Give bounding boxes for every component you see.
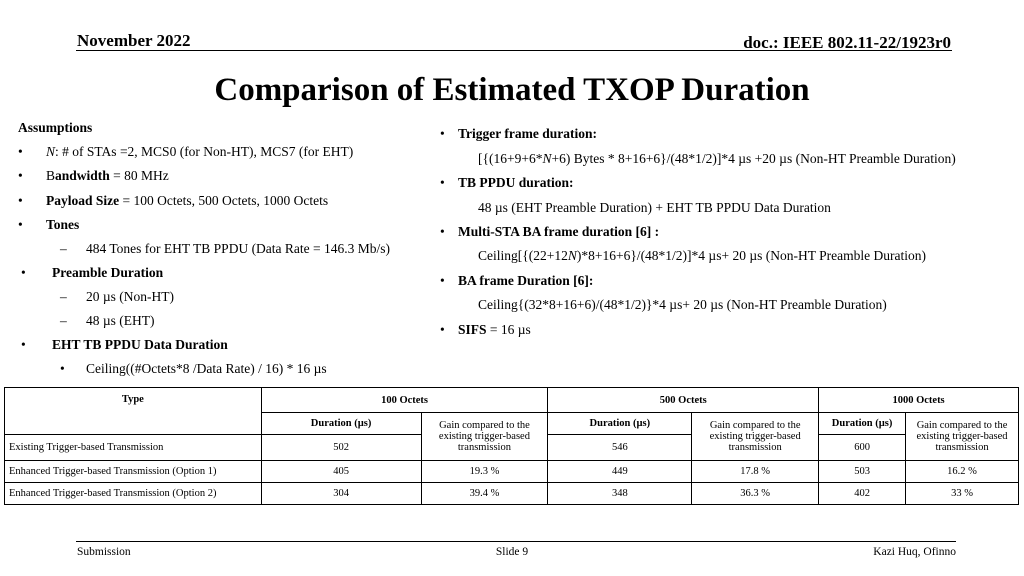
gain-cell: 36.3 % xyxy=(692,483,819,505)
tb-ppdu-formula: 48 µs (EHT Preamble Duration) + EHT TB PPDU Data Duration xyxy=(478,200,831,215)
slide-title: Comparison of Estimated TXOP Duration xyxy=(214,72,810,108)
assumptions-heading: Assumptions xyxy=(18,120,93,135)
duration-cell: 546 xyxy=(548,435,692,461)
assumption-eht-formula: • Ceiling((#Octets*8 /Data Rate) / 16) * 16 µs xyxy=(60,361,327,376)
table-row xyxy=(5,483,1019,505)
table-header-row xyxy=(5,388,1019,413)
gain-cell: 16.2 % xyxy=(906,461,1019,483)
duration-cell: 402 xyxy=(819,483,906,505)
duration-cell: 502 xyxy=(261,435,421,461)
duration-cell: 405 xyxy=(261,461,421,483)
header-doc-id: doc.: IEEE 802.11-22/1923r0 xyxy=(743,33,951,52)
duration-cell: 503 xyxy=(819,461,906,483)
header-date: November 2022 xyxy=(77,31,191,50)
footer-slide-number: Slide 9 xyxy=(495,546,529,558)
bullet-icon: • xyxy=(18,144,23,159)
bullet-icon: • xyxy=(21,265,26,280)
ba-frame-formula: Ceiling{(32*8+16+6)/(48*1/2)}*4 µs+ 20 µs (Non-HT Preamble Duration) xyxy=(478,297,887,312)
assumption-tones: • Tones xyxy=(18,217,80,232)
assumption-preamble-eht: – 48 µs (EHT) xyxy=(60,313,155,328)
assumption-payload: • Payload Size = 100 Octets, 500 Octets, 1000 Octets xyxy=(18,193,329,208)
group-header-500: 500 Octets xyxy=(548,388,819,413)
gain-cell: 17.8 % xyxy=(692,461,819,483)
bullet-icon: • xyxy=(18,217,23,232)
footer-submission: Submission xyxy=(77,546,131,558)
duration-cell: 600 xyxy=(819,435,906,461)
bullet-icon: • xyxy=(18,168,23,183)
duration-header: Duration (µs) xyxy=(548,413,692,435)
header-divider xyxy=(76,50,952,51)
bullet-icon: • xyxy=(18,193,23,208)
gain-cell: 33 % xyxy=(906,483,1019,505)
footer-divider xyxy=(76,541,956,542)
group-header-100: 100 Octets xyxy=(261,388,548,413)
multi-sta-ba-heading: • Multi-STA BA frame duration [6] : xyxy=(440,224,660,239)
ba-frame-heading: • BA frame Duration [6]: xyxy=(440,273,594,288)
assumption-tones-detail: – 484 Tones for EHT TB PPDU (Data Rate = 146.3 Mb/s) xyxy=(60,241,391,256)
trigger-frame-heading: • Trigger frame duration: xyxy=(440,126,597,141)
assumption-n: • N: # of STAs =2, MCS0 (for Non-HT), MCS7 (for EHT) xyxy=(18,144,354,159)
bullet-icon: • xyxy=(440,322,445,337)
duration-header: Duration (µs) xyxy=(261,413,421,435)
row-type: Enhanced Trigger-based Transmission (Option 1) xyxy=(5,461,262,483)
gain-header: Gain compared to the existing trigger-based transmission xyxy=(421,413,548,461)
duration-cell: 449 xyxy=(548,461,692,483)
bullet-icon: • xyxy=(440,126,445,141)
table-row xyxy=(5,461,1019,483)
tb-ppdu-heading: • TB PPDU duration: xyxy=(440,175,574,190)
duration-cell: 348 xyxy=(548,483,692,505)
trigger-frame-formula: [{(16+9+6*N+6) Bytes * 8+16+6}/(48*1/2)]*4 µs +20 µs (Non-HT Preamble Duration) xyxy=(478,151,956,166)
type-column-header: Type xyxy=(5,388,262,435)
bullet-icon: • xyxy=(440,224,445,239)
duration-cell: 304 xyxy=(261,483,421,505)
bullet-icon: • xyxy=(440,175,445,190)
comparison-table xyxy=(4,387,1019,505)
group-header-1000: 1000 Octets xyxy=(819,388,1019,413)
sifs-item: • SIFS = 16 µs xyxy=(440,322,531,337)
assumption-eht-duration: • EHT TB PPDU Data Duration xyxy=(21,337,228,352)
dash-icon: – xyxy=(60,313,67,328)
bullet-icon: • xyxy=(440,273,445,288)
gain-cell: 39.4 % xyxy=(421,483,548,505)
row-type: Enhanced Trigger-based Transmission (Option 2) xyxy=(5,483,262,505)
assumption-bandwidth: • Bandwidth = 80 MHz xyxy=(18,168,169,183)
gain-cell: 19.3 % xyxy=(421,461,548,483)
row-type: Existing Trigger-based Transmission xyxy=(5,435,262,461)
assumption-preamble: • Preamble Duration xyxy=(21,265,164,280)
dash-icon: – xyxy=(60,289,67,304)
duration-header: Duration (µs) xyxy=(819,413,906,435)
gain-header: Gain compared to the existing trigger-based transmission xyxy=(692,413,819,461)
footer-author: Kazi Huq, Ofinno xyxy=(873,546,956,558)
bullet-icon: • xyxy=(21,337,26,352)
bullet-icon: • xyxy=(60,361,65,376)
assumption-preamble-nonht: – 20 µs (Non-HT) xyxy=(60,289,175,304)
multi-sta-ba-formula: Ceiling[{(22+12N)*8+16+6}/(48*1/2)]*4 µs+ 20 µs (Non-HT Preamble Duration) xyxy=(478,248,926,263)
gain-header: Gain compared to the existing trigger-based transmission xyxy=(906,413,1019,461)
dash-icon: – xyxy=(60,241,67,256)
